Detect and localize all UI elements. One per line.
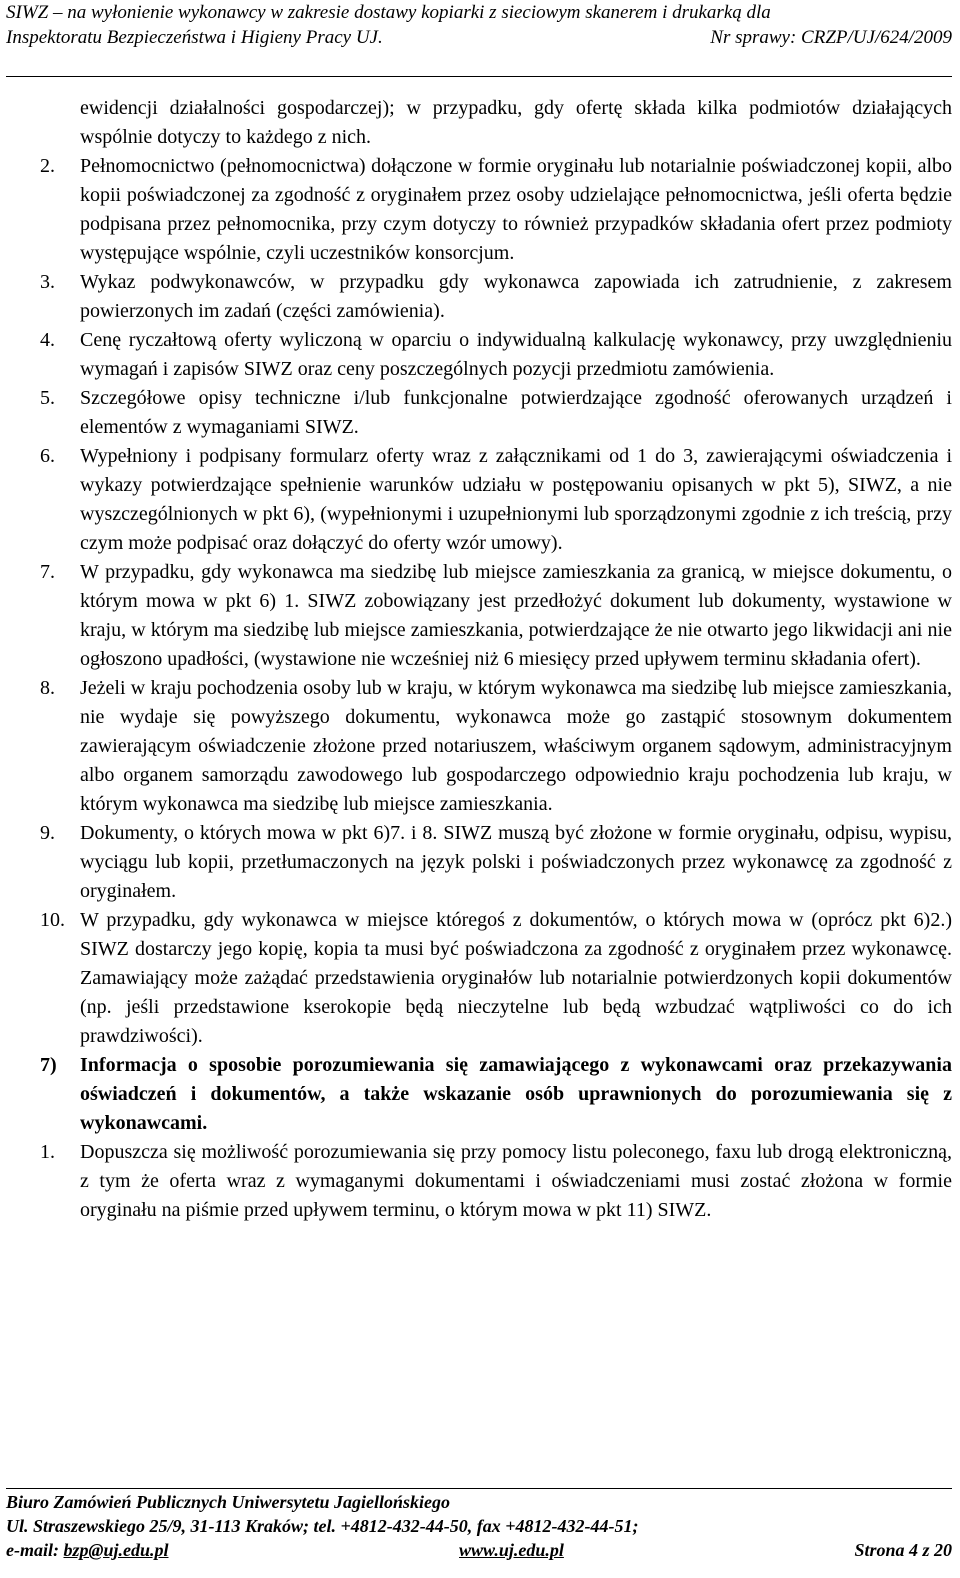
email-link[interactable]: bzp@uj.edu.pl (63, 1540, 169, 1560)
document-body (40, 94, 952, 1225)
page-number: Strona 4 z 20 (854, 1540, 952, 1560)
list-item-text: Dokumenty, o których mowa w pkt 6)7. i 8. SIWZ muszą być złożone w formie oryginału, odpisu, wypisu, wyciągu lub kopii, przetłumaczonych na język polski i poświadczonych przez wykonawcę za zgodność z oryginałem. (80, 822, 952, 902)
list-item-text: Cenę ryczałtową oferty wyliczoną w oparciu o indywidualną kalkulację wykonawcy, przy uwzględnieniu wymagań i zapisów SIWZ oraz ceny poszczególnych pozycji przedmiotu zamówienia. (80, 329, 952, 380)
header-line-1 (6, 0, 952, 25)
list-item (40, 268, 952, 326)
list-item-number: 6. (40, 445, 55, 467)
list-item (40, 558, 952, 674)
header-line-2 (6, 25, 952, 50)
footer-contact-row (6, 1538, 952, 1562)
list-item (40, 906, 952, 1051)
section-number: 7) (40, 1054, 57, 1076)
list-item-text: Szczegółowe opisy techniczne i/lub funkcjonalne potwierdzające zgodność oferowanych urządzeń i elementów z wymaganiami SIWZ. (80, 387, 952, 438)
section-list (40, 1138, 952, 1225)
section-heading (40, 1051, 952, 1138)
list-item (40, 326, 952, 384)
section-title: Informacja o sposobie porozumiewania się zamawiającego z wykonawcami oraz przekazywania oświadczeń i dokumentów, a także wskazanie osób uprawnionych do porozumiewania się z wykonawcami. (80, 1054, 952, 1134)
intro-paragraph: ewidencji działalności gospodarczej); w przypadku, gdy ofertę składa kilka podmiotów działających wspólnie dotyczy to każdego z nich. (80, 97, 952, 148)
footer-divider (6, 1488, 952, 1489)
header-subtitle: Inspektoratu Bezpieczeństwa i Higieny Pracy UJ. (6, 27, 383, 48)
header-title: SIWZ – na wyłonienie wykonawcy w zakresie dostawy kopiarki z sieciowym skanerem i drukarką dla (6, 2, 771, 23)
list-item (40, 442, 952, 558)
footer-address: Ul. Straszewskiego 25/9, 31-113 Kraków; tel. +4812-432-44-50, fax +4812-432-44-51; (6, 1516, 639, 1536)
list-item-number: 10. (40, 909, 65, 931)
list-item-text: Dopuszcza się możliwość porozumiewania się przy pomocy listu poleconego, faxu lub drogą elektroniczną, z tym że oferta wraz z wymaganymi dokumentami i oświadczeniami musi zostać złożona w formie oryginału na piśmie przed upływem terminu, o którym mowa w pkt 11) SIWZ. (80, 1141, 952, 1221)
requirements-list (40, 152, 952, 1051)
list-item (40, 819, 952, 906)
list-item (40, 152, 952, 268)
list-item-text: Pełnomocnictwo (pełnomocnictwa) dołączone w formie oryginału lub notarialnie poświadczonej kopii, albo kopii poświadczonej za zgodność z oryginałem przez osoby udzielające pełnomocnictwa, jeśli oferta będzie podpisana przez pełnomocnika, przy czym dotyczy to również przypadków składania ofert przez podmioty występujące wspólnie, czyli uczestników konsorcjum. (80, 155, 952, 264)
list-item-number: 8. (40, 677, 55, 699)
list-item-number: 2. (40, 155, 55, 177)
list-item-number: 9. (40, 822, 55, 844)
list-item-text: W przypadku, gdy wykonawca ma siedzibę lub miejsce zamieszkania za granicą, w miejsce dokumentu, o którym mowa w pkt 6) 1. SIWZ zobowiązany jest przedłożyć dokument lub dokumenty, wystawione w kraju, w którym ma siedzibę lub miejsce zamieszkania, potwierdzające że nie otwarto jego likwidacji ani nie ogłoszono upadłości, (wystawione nie wcześniej niż 6 miesięcy przed upływem terminu składania ofert). (80, 561, 952, 670)
list-item-number: 4. (40, 329, 55, 351)
case-number: Nr sprawy: CRZP/UJ/624/2009 (710, 27, 952, 48)
list-item-number: 5. (40, 387, 55, 409)
list-item (40, 674, 952, 819)
page-footer (6, 1490, 952, 1562)
list-item-number: 3. (40, 271, 55, 293)
footer-email-group (6, 1538, 168, 1562)
page-header (6, 0, 952, 50)
list-item-text: Wykaz podwykonawców, w przypadku gdy wykonawca zapowiada ich zatrudnienie, z zakresem powierzonych im zadań (części zamówienia). (80, 271, 952, 322)
email-label: e-mail: (6, 1540, 59, 1560)
header-divider (6, 76, 952, 77)
list-item (40, 384, 952, 442)
list-item-text: W przypadku, gdy wykonawca w miejsce któregoś z dokumentów, o których mowa w (oprócz pkt 6)2.) SIWZ dostarczy jego kopię, kopia ta musi być poświadczona za zgodność z oryginałem przez wykonawcę. Zamawiający może zażądać przedstawienia oryginałów lub notarialnie potwierdzonych kopii dokumentów (np. jeśli przedstawione kserokopie będą nieczytelne lub będą wzbudzać wątpliwości co do ich prawdziwości). (80, 909, 952, 1047)
website-link[interactable]: www.uj.edu.pl (459, 1540, 564, 1560)
footer-organization: Biuro Zamówień Publicznych Uniwersytetu Jagiellońskiego (6, 1492, 451, 1512)
list-item (40, 1138, 952, 1225)
list-item-text: Jeżeli w kraju pochodzenia osoby lub w kraju, w którym wykonawca ma siedzibę lub miejsce zamieszkania, nie wydaje się powyższego dokumentu, wykonawca może go zastąpić stosownym dokumentem zawierającym oświadczenie złożone przed notariuszem, właściwym organem sądowym, administracyjnym albo organem samorządu zawodowego lub gospodarczego odpowiednio kraju pochodzenia lub kraju, w którym wykonawca ma siedzibę lub miejsce zamieszkania. (80, 677, 952, 815)
list-item-number: 7. (40, 561, 55, 583)
list-item-text: Wypełniony i podpisany formularz oferty wraz z załącznikami od 1 do 3, zawierającymi oświadczenia i wykazy potwierdzające spełnienie warunków udziału w postępowaniu opisanych w pkt 5), SIWZ, a nie wyszczególnionych w pkt 6), (wypełnionymi i uzupełnionymi lub sporządzonymi zgodnie z ich treścią, przy czym może podpisać oraz dołączyć do oferty wzór umowy). (80, 445, 952, 554)
list-item-number: 1. (40, 1141, 55, 1163)
